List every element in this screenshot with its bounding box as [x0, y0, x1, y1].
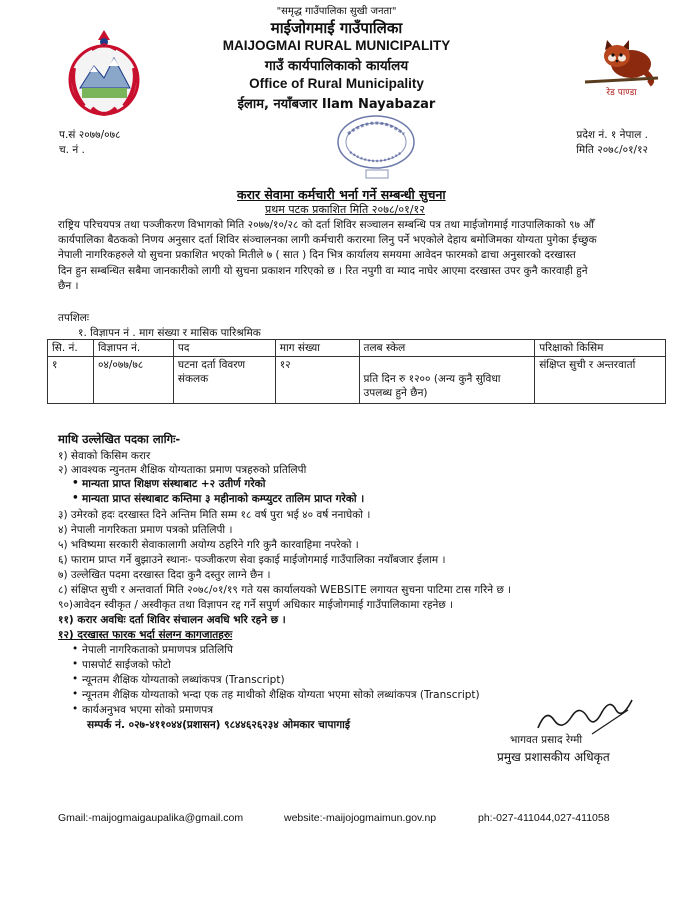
office-name-nepali: गाउँ कार्यपालिकाको कार्यालय: [264, 58, 409, 74]
requirement-item: १२) दरखास्त फारक भर्दा संलग्न कागजातहरुः: [58, 629, 233, 641]
footer-website: website:-maijojogmaimun.gov.np: [284, 812, 437, 824]
table-row: [48, 357, 666, 404]
document-bullet: • नेपाली नागरिकताको प्रमाणपत्र प्रतिलिपि: [82, 643, 233, 657]
paragraph-line: कार्यपालिका बैठकको निणय अनुसार दर्ता शिविर संञ्चालनका लागी कर्मचारी करारमा लिनु पर्ने भएकोले देहाय बमोजिमका योग्यता पुगेका ईच्छुक: [58, 234, 597, 247]
office-stamp-icon: [320, 108, 430, 183]
notice-subtitle: प्रथम पटक प्रकाशित मिति २०७८/०१/१२: [265, 203, 425, 216]
requirement-item: १) सेवाको किसिम करार: [58, 450, 151, 462]
paragraph-line: नेपाली नागरिकहरुले यो सुचना प्रकाशित भएको मितीले ७ ( सात ) दिन भित्र कार्यालय समयमा आवेदन फारमको ढाचा अनुसारको दरखास्त: [58, 249, 576, 262]
table-header: विज्ञापन नं.: [93, 340, 173, 357]
contact-line: सम्पर्क नं. ०२७-४११०४४(प्रशासन) ९८४४६२६२३४ ओमकार चापागाई: [87, 719, 350, 731]
cell-post: घटना दर्ता विवरण संकलक: [173, 357, 275, 404]
footer-email: Gmail:-maijogmaigaupalika@gmail.com: [58, 812, 244, 824]
cell-serial: १: [48, 357, 94, 404]
ref-number: प.सं २०७७/०७८: [59, 129, 121, 141]
details-heading: तपशिलः: [58, 312, 90, 324]
qualification-bullet: • मान्यता प्राप्त शिक्षण संस्थाबाट +२ उतीर्ण गरेको: [82, 477, 265, 491]
requirements-title: माथि उल्लेखित पदका लागिः-: [58, 432, 181, 446]
requirement-item: ६) फाराम प्राप्त गर्ने बुझाउने स्थानः- पञ्जीकरण सेवा इकाई माईजोगमाई गाउँपालिका नयाँबजार ईलाम ।: [58, 554, 446, 566]
municipality-name-nepali: माईजोगमाई गाउँपालिका: [270, 19, 403, 37]
paragraph-line: दिन हुन सम्बन्धित सबैमा जानकारीको लागी यो सुचना प्रकाशन गरिएको छ । रित नपुगी वा म्याद नाघेर आएमा दरखास्त उपर कुनै कारवाही हुने: [58, 264, 588, 277]
footer-phone: ph:-027-411044,027-411058: [478, 812, 610, 824]
requirement-item: ४) नेपाली नागरिकता प्रमाण पत्रको प्रतिलिपी ।: [58, 524, 233, 536]
notice-paragraph: [58, 218, 664, 294]
signatory-title: प्रमुख प्रशासकीय अधिकृत: [497, 750, 610, 764]
requirement-item: ५) भविष्यमा सरकारी सेवाकालागी अयोग्य ठहरिने गरि कुनै कारवाहिमा नपरेको ।: [58, 539, 359, 551]
table-header: तलब स्केल: [359, 340, 535, 357]
table-header: पद: [173, 340, 275, 357]
salary-text: प्रति दिन रु १२०० (अन्य कुनै सुविधा उपलब्ध हुने छैन): [363, 373, 501, 399]
cell-demand: १२: [275, 357, 359, 404]
requirement-item: ८) संक्षिप्त सुची र अन्तवार्ता मिति २०७८/०१/१९ गते यस कार्यालयको WEBSITE लगायत सुचना पाटिमा टास गरिने छ ।: [58, 584, 512, 596]
qualification-bullet: • मान्यता प्राप्त संस्थाबाट कम्तिमा ३ महीनाको कम्प्युटर तालिम प्राप्त गरेको ।: [82, 492, 364, 506]
requirement-item: ११) करार अवधिः दर्ता शिविर संचालन अवधि भरि रहने छ ।: [58, 614, 286, 626]
issue-date: मिति २०७८/०१/१२: [576, 144, 648, 156]
province-label: प्रदेश नं. १ नेपाल .: [576, 129, 648, 141]
municipality-name-english: MAIJOGMAI RURAL MUNICIPALITY: [222, 38, 451, 53]
office-address: ईलाम, नयाँबजार Ilam Nayabazar: [237, 97, 436, 112]
table-header-row: [48, 340, 666, 357]
cell-exam: संक्षिप्त सुची र अन्तरवार्ता: [535, 357, 666, 404]
document-bullet: • न्यूनतम शैक्षिक योग्यताको लब्धांकपत्र (Transcript): [82, 673, 285, 687]
requirement-item: ३) उमेरको हदः दरखास्त दिने अन्तिम मिति सम्म १८ वर्ष पुरा भई ४० वर्ष ननाघेको ।: [58, 509, 371, 521]
slogan: "समृद्ध गाउँपालिका सुखी जनता": [276, 6, 397, 17]
office-name-english: Office of Rural Municipality: [249, 76, 424, 91]
table-header: परिक्षाको किसिम: [535, 340, 666, 357]
signatory-name: भागवत प्रसाद रेग्मी: [510, 734, 583, 746]
paragraph-line: छैन ।: [58, 279, 79, 292]
vacancy-table: [47, 339, 666, 404]
panda-caption: रेड पाण्डा: [606, 88, 637, 98]
document-bullet: • कार्यअनुभव भएमा सोको प्रमाणपत्र: [82, 703, 213, 717]
requirement-item: २) आवश्यक न्युनतम शैक्षिक योग्यताका प्रमाण पत्रहरुको प्रतिलिपी: [58, 464, 307, 476]
document-bullet: • पासपोर्ट साईजको फोटो: [82, 658, 171, 672]
table-header: माग संख्या: [275, 340, 359, 357]
requirement-item: ९०)आवेदन स्वीकृत / अस्वीकृत तथा विज्ञापन रद्द गर्ने सपुर्ण अधिकार माईजोगमाई गाउँपालिकामा रहनेछ ।: [58, 599, 454, 611]
cell-ad-number: ०४/०७७/७८: [93, 357, 173, 404]
details-item-1: १. विज्ञापन नं . माग संख्या र मासिक पारिश्रमिक: [78, 327, 261, 339]
notice-title: करार सेवामा कर्मचारी भर्ना गर्ने सम्बन्धी सुचना: [237, 187, 446, 202]
paragraph-line: राष्ट्रिय परिचयपत्र तथा पञ्जीकरण विभागको मिति २०७७/१०/२८ को दर्ता शिविर सञ्चालन सम्बन्धि पत्र तथा माईजोगमाई गाउपालिकाको ९७ औँ: [58, 219, 595, 231]
cell-salary: [359, 357, 535, 404]
table-header: सि. नं.: [48, 340, 94, 357]
dispatch-number: च. नं .: [59, 144, 85, 156]
document-bullet: • न्यूनतम शैक्षिक योग्यताको भन्दा एक तह माथीको शैक्षिक योग्यता भएमा सोको लब्धांकपत्र (Transcript): [82, 688, 480, 702]
requirement-item: ७) उल्लेखित पदमा दरखास्त दिदा कुनै दस्तुर लाग्ने छैन ।: [58, 569, 271, 581]
